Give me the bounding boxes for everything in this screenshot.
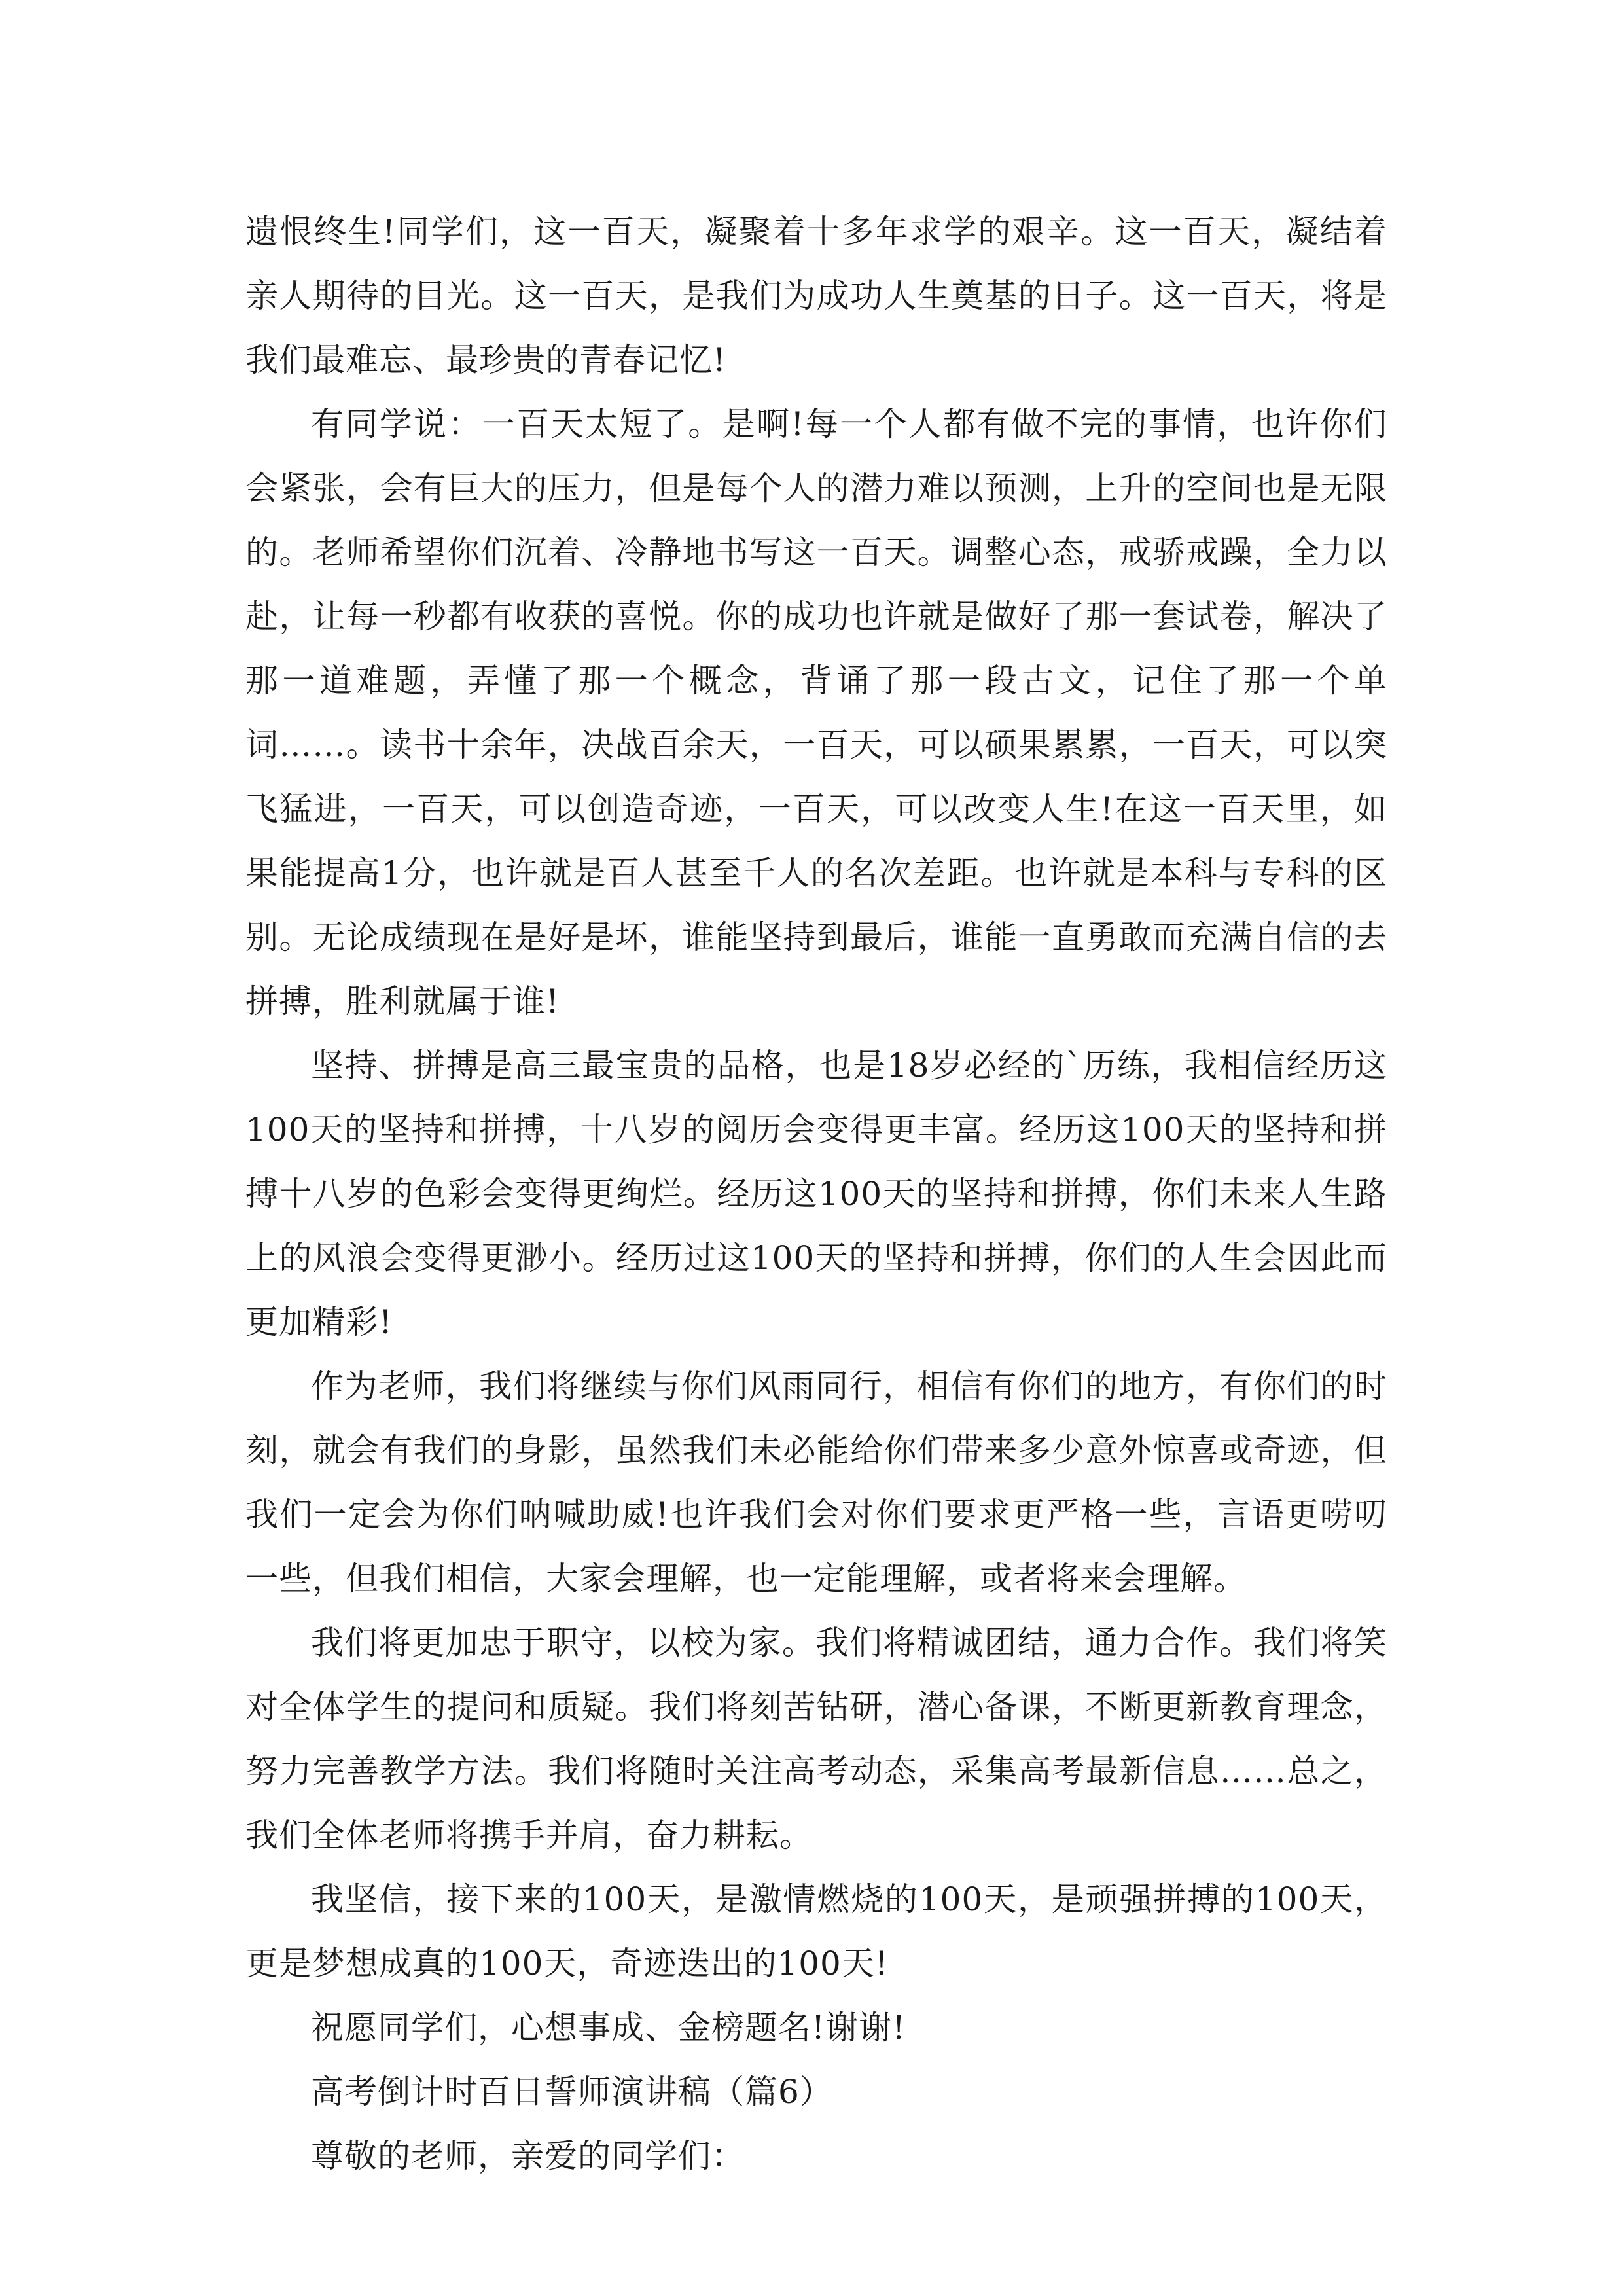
paragraph-teacher-commitment: 我们将更加忠于职守，以校为家。我们将精诚团结，通力合作。我们将笑对全体学生的提问和质疑。我们将刻苦钻研，潜心备课，不断更新教育理念，努力完善教学方法。我们将随时关注高考动态，采集高考最新信息……总之，我们全体老师将携手并肩，奋力耕耘。: [245, 1624, 1387, 1854]
paragraph-persistence: 坚持、拼搏是高三最宝贵的品格，也是18岁必经的`历练，我相信经历这100天的坚持和拼搏，十八岁的阅历会变得更丰富。经历这100天的坚持和拼搏十八岁的色彩会变得更绚烂。经历这100天的坚持和拼搏，你们未来人生路上的风浪会变得更渺小。经历过这100天的坚持和拼搏，你们的人生会因此而更加精彩!: [245, 1047, 1387, 1341]
paragraph-belief: 我坚信，接下来的100天，是激情燃烧的100天，是顽强拼搏的100天，更是梦想成真的100天，奇迹迭出的100天!: [245, 1880, 1387, 1982]
salutation: 尊敬的老师，亲爱的同学们：: [311, 2137, 745, 2175]
document-page: [245, 200, 1387, 2188]
paragraph-hundred-days-short: 有同学说：一百天太短了。是啊!每一个人都有做不完的事情，也许你们会紧张，会有巨大的压力，但是每个人的潜力难以预测，上升的空间也是无限的。老师希望你们沉着、冷静地书写这一百天。调整心态，戒骄戒躁，全力以赴，让每一秒都有收获的喜悦。你的成功也许就是做好了那一套试卷，解决了那一道难题，弄懂了那一个概念，背诵了那一段古文，记住了那一个单词……。读书十余年，决战百余天，一百天，可以硕果累累，一百天，可以突飞猛进，一百天，可以创造奇迹，一百天，可以改变人生!在这一百天里，如果能提高1分，也许就是百人甚至千人的名次差距。也许就是本科与专科的区别。无论成绩现在是好是坏，谁能坚持到最后，谁能一直勇敢而充满自信的去拼搏，胜利就属于谁!: [245, 405, 1387, 1020]
paragraph-as-teachers: 作为老师，我们将继续与你们风雨同行，相信有你们的地方，有你们的时刻，就会有我们的身影，虽然我们未必能给你们带来多少意外惊喜或奇迹，但我们一定会为你们呐喊助威!也许我们会对你们要求更严格一些，言语更唠叨一些，但我们相信，大家会理解，也一定能理解，或者将来会理解。: [245, 1367, 1387, 1598]
speech-title: 高考倒计时百日誓师演讲稿（篇6）: [311, 2073, 833, 2111]
paragraph-wishes: 祝愿同学们，心想事成、金榜题名!谢谢!: [311, 2009, 906, 2047]
paragraph-continuation: 遗恨终生!同学们，这一百天，凝聚着十多年求学的艰辛。这一百天，凝结着亲人期待的目光。这一百天，是我们为成功人生奠基的日子。这一百天，将是我们最难忘、最珍贵的青春记忆!: [245, 213, 1387, 379]
